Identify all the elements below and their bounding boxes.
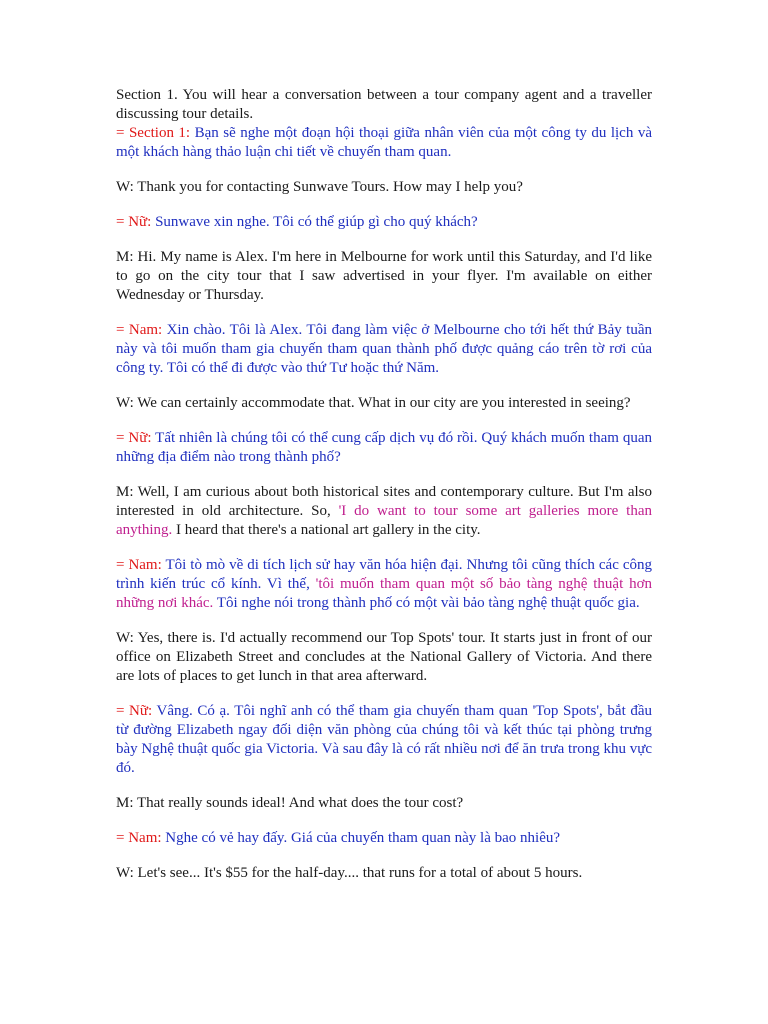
english-paragraph	[116, 178, 652, 197]
english-paragraph	[116, 394, 652, 413]
text-segment: W: Thank you for contacting Sunwave Tours. How may I help you?	[116, 179, 523, 195]
speaker-label: = Nam:	[116, 557, 166, 573]
paragraph-spacer	[116, 813, 652, 829]
text-segment: W: Let's see... It's $55 for the half-day.... that runs for a total of about 5 hours.	[116, 865, 583, 881]
text-segment: Section 1. You will hear a conversation between a tour company agent and a traveller discussing tour details.	[116, 87, 652, 122]
paragraph-spacer	[116, 613, 652, 629]
vietnamese-translation-paragraph	[116, 213, 652, 232]
english-paragraph	[116, 483, 652, 540]
text-segment: I heard that there's a national art gallery in the city.	[172, 522, 481, 538]
text-segment: Bạn sẽ nghe một đoạn hội thoại giữa nhân viên của một công ty du lịch và một khách hàng thảo luận chi tiết về chuyến tham quan.	[116, 125, 652, 160]
document-page	[116, 86, 652, 883]
paragraph-spacer	[116, 162, 652, 178]
text-segment: W: Yes, there is. I'd actually recommend our Top Spots' tour. It starts just in front of our office on Elizabeth Street and concludes at the National Gallery of Victoria. And there are lots of places to get lunch in that area afterward.	[116, 630, 652, 684]
english-paragraph	[116, 248, 652, 305]
vietnamese-translation-paragraph	[116, 556, 652, 613]
english-paragraph	[116, 794, 652, 813]
english-paragraph	[116, 629, 652, 686]
paragraph-spacer	[116, 778, 652, 794]
paragraph-spacer	[116, 848, 652, 864]
highlighted-answer: 'I do want to tour some art galleries more than anything.	[116, 503, 652, 538]
text-segment: M: Hi. My name is Alex. I'm here in Melbourne for work until this Saturday, and I'd like to go on the city tour that I saw advertised in your flyer. I'm available on either Wednesday or Thursday.	[116, 249, 652, 303]
vietnamese-translation-paragraph	[116, 321, 652, 378]
english-paragraph	[116, 86, 652, 124]
speaker-label: = Nam:	[116, 830, 166, 846]
vietnamese-translation-paragraph	[116, 124, 652, 162]
vietnamese-translation-paragraph	[116, 829, 652, 848]
paragraph-spacer	[116, 467, 652, 483]
paragraph-spacer	[116, 686, 652, 702]
highlighted-answer: 'tôi muốn tham quan một số bảo tàng nghệ thuật hơn những nơi khác.	[116, 576, 652, 611]
paragraph-spacer	[116, 232, 652, 248]
paragraph-spacer	[116, 413, 652, 429]
vietnamese-translation-paragraph	[116, 702, 652, 778]
speaker-label: = Nam:	[116, 322, 167, 338]
paragraph-spacer	[116, 197, 652, 213]
text-segment: Tất nhiên là chúng tôi có thể cung cấp dịch vụ đó rồi. Quý khách muốn tham quan những địa điểm nào trong thành phố?	[116, 430, 652, 465]
text-segment: Sunwave xin nghe. Tôi có thể giúp gì cho quý khách?	[155, 214, 478, 230]
paragraph-spacer	[116, 540, 652, 556]
vietnamese-translation-paragraph	[116, 429, 652, 467]
english-paragraph	[116, 864, 652, 883]
text-segment: Tôi nghe nói trong thành phố có một vài bảo tàng nghệ thuật quốc gia.	[213, 595, 640, 611]
paragraph-spacer	[116, 378, 652, 394]
speaker-label: = Section 1:	[116, 125, 195, 141]
speaker-label: = Nữ:	[116, 214, 156, 230]
text-segment: W: We can certainly accommodate that. What in our city are you interested in seeing?	[116, 395, 631, 411]
text-segment: M: That really sounds ideal! And what does the tour cost?	[116, 795, 464, 811]
text-segment: Nghe có vẻ hay đấy. Giá của chuyến tham quan này là bao nhiêu?	[165, 830, 561, 846]
text-segment: Tôi tò mò về di tích lịch sử hay văn hóa hiện đại. Nhưng tôi cũng thích các công trình kiến trúc cổ kính. Vì thế,	[116, 557, 652, 592]
text-segment: Vâng. Có ạ. Tôi nghĩ anh có thể tham gia chuyến tham quan 'Top Spots', bắt đầu từ đường Elizabeth ngay đối diện văn phòng của chúng tôi và kết thúc tại phòng trưng bày Nghệ thuật quốc gia Victoria. Và sau đây là có rất nhiều nơi để ăn trưa trong khu vực đó.	[116, 703, 652, 776]
speaker-label: = Nữ:	[116, 430, 156, 446]
paragraph-spacer	[116, 305, 652, 321]
text-segment: M: Well, I am curious about both historical sites and contemporary culture. But I'm also interested in old architecture. So,	[116, 484, 652, 519]
text-segment: Xin chào. Tôi là Alex. Tôi đang làm việc ở Melbourne cho tới hết thứ Bảy tuần này và tôi muốn tham gia chuyến tham quan thành phố được quảng cáo trên tờ rơi của công ty. Tôi có thể đi được vào thứ Tư hoặc thứ Năm.	[116, 322, 652, 376]
speaker-label: = Nữ:	[116, 703, 157, 719]
